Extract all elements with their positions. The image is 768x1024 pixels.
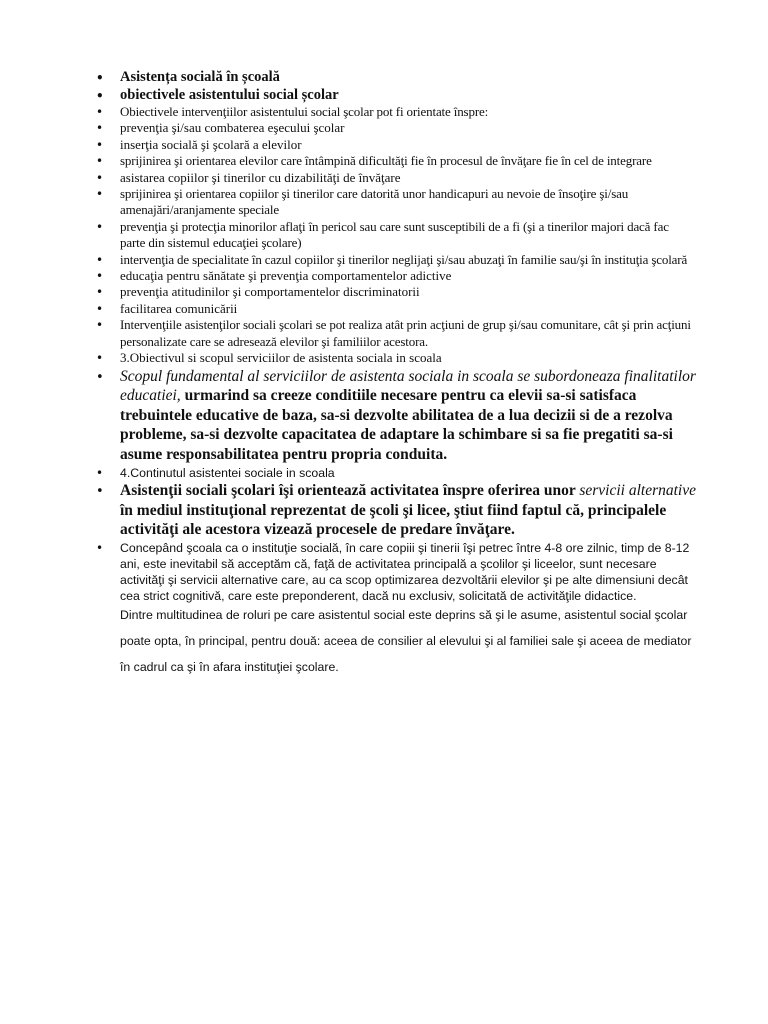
list-item: • intervenţia de specialitate în cazul copiilor şi tinerilor neglijaţi şi/sau abuzaţi în familie sau/şi în instituţia şcolară xyxy=(96,251,688,267)
bullet-icon: • xyxy=(96,121,104,136)
section-heading-4: • 4.Continutul asistentei sociale in scoala xyxy=(96,466,335,480)
bullet-icon: • xyxy=(96,219,103,234)
bullet-icon: • xyxy=(96,318,103,333)
bullet-icon: • xyxy=(96,187,103,202)
list-item: • sprijinirea şi orientarea elevilor care întâmpină dificultăţi fie în procesul de învăţare fie în cel de integrare xyxy=(96,153,652,169)
list-item: • educaţia pentru sănătate şi prevenţia comportamentelor adictive xyxy=(96,268,452,284)
list-item: • facilitarea comunicării xyxy=(96,300,238,316)
list-item: • Obiectivele intervenţiilor asistentului social şcolar pot fi orientate înspre: xyxy=(96,104,489,119)
list-item: • asistarea copiilor şi tinerilor cu dizabilităţi de învăţare xyxy=(96,169,401,185)
bullet-icon: • xyxy=(96,466,104,480)
bullet-icon: • xyxy=(96,301,104,316)
bullet-icon: • xyxy=(96,540,104,555)
bullet-icon: • xyxy=(96,369,104,385)
bullet-icon: • xyxy=(96,137,104,152)
bullet-icon: • xyxy=(96,154,103,169)
orientation-paragraph: • Asistenţii sociali şcolari îşi orientează activitatea înspre oferirea unor servicii alternative în mediul instituţional reprezentat de şcoli şi licee, ştiut fiind faptul că, principalele activităţi ale acestora vizează procesele de predare învăţare. xyxy=(96,482,696,538)
bullet-icon: • xyxy=(96,269,104,284)
list-item: • prevenţia şi protecţia minorilor aflaţi în pericol sau care sunt susceptibili de a fi (şi a tinerilor majori dacă fac parte din sistemul educaţiei şcolare) xyxy=(96,218,669,251)
bullet-icon: • xyxy=(96,285,104,300)
bullet-icon: • xyxy=(96,105,103,119)
bullet-icon: • xyxy=(96,351,104,366)
bullet-icon: • xyxy=(96,89,104,103)
list-item: • sprijinirea şi orientarea copiilor şi tinerilor care datorită unor handicapuri au nevoie de însoţire şi/sau amenajări/aranjamente speciale xyxy=(96,186,629,218)
section-heading-3: • 3.Obiectivul si scopul serviciilor de asistenta sociala in scoala xyxy=(96,350,442,366)
heading-social-assistance: • Asistența socială în școală xyxy=(96,69,280,85)
list-item: • inserţia socială şi şcolară a elevilor xyxy=(96,136,302,152)
list-item: • Intervenţiile asistenţilor sociali şcolari se pot realiza atât prin acţiuni de grup şi/sau comunitare, cât şi prin acţiuni personalizate care se adresează elevilor şi familiilor acestora. xyxy=(96,317,691,349)
bullet-icon: • xyxy=(96,484,104,499)
list-item: • prevenţia atitudinilor şi comportamentelor discriminatorii xyxy=(96,284,420,300)
scope-paragraph: • Scopul fundamental al serviciilor de asistenta sociala in scoala se subordoneaza finalitatilor educatiei, urmarind sa creeze conditiile necesare pentru ca elevii sa-si satisfaca trebuintele educative de baza, sa-si dezvolte abilitatea de a lua decizii si de a rezolva probleme, sa-si dezvolte capacitatea de adaptare la schimbare si sa fie pregatiti sa-si asume responsabilitatea pentru propria conduita. xyxy=(96,367,696,463)
conception-paragraph: • Concepând şcoala ca o instituţie socială, în care copiii şi tinerii îşi petrec între 4-8 ore zilnic, timp de 8-12 ani, este inevitabil să acceptăm că, faţă de activitatea principală a şcolilor şi liceelor, sunt necesare activităţi şi servicii alternative care, au ca scop optimizarea dezvoltării elevilor şi pe alte dimensiuni decât cea strict cognitivă, care este preponderent, dacă nu exclusiv, solicitată de activităţile didactice. Dintre multitudinea de roluri pe care asistentul social este deprins să şi le asume, asistentul social şcolar poate opta, în principal, pentru două: aceea de consilier al elevului şi al familiei sale şi aceea de mediator în cadrul ca şi în afara instituţiei şcolare. xyxy=(96,540,696,680)
bullet-icon: • xyxy=(96,170,104,185)
roles-paragraph: Dintre multitudinea de roluri pe care asistentul social este deprins să şi le asume, asistentul social şcolar poate opta, în principal, pentru două: aceea de consilier al elevului şi al familiei sale şi aceea de mediator în cadrul ca şi în afara instituţiei şcolare. xyxy=(120,607,692,674)
list-item: • prevenţia şi/sau combaterea eşecului şcolar xyxy=(96,120,345,136)
bullet-list xyxy=(96,68,696,680)
bullet-icon: • xyxy=(96,252,103,267)
heading-objectives: • obiectivele asistentului social școlar xyxy=(96,87,339,103)
bullet-icon: • xyxy=(96,71,104,85)
